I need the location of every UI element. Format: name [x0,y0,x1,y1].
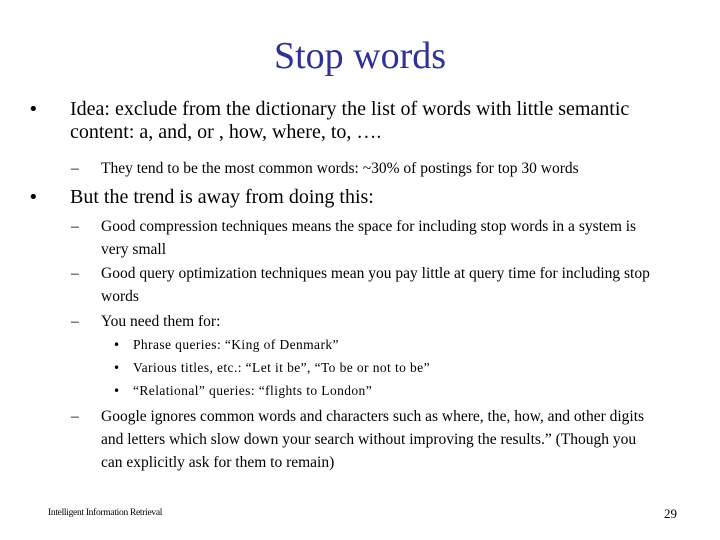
page-number: 29 [664,506,677,521]
dash-marker: – [71,408,79,425]
dash-marker: – [71,160,79,177]
dash-marker: – [71,265,79,282]
bullet-marker: • [28,187,39,208]
footer-course-title: Intelligent Information Retrieval [48,508,163,518]
slide-title: Stop words [273,35,447,77]
bullet-marker: • [28,99,39,120]
bullet-marker: • [113,384,121,398]
dash-marker: – [71,218,79,235]
sub-bullet-text: They tend to be the most common words: ~30% of postings for top 30 words [101,160,579,177]
sub-bullet-text: You need them for: [101,313,221,330]
bullet-text: But the trend is away from doing this: [70,186,374,208]
bullet-marker: • [113,361,121,375]
subsub-bullet-text: “Relational” queries: “flights to London” [133,383,373,398]
sub-bullet-text: Good query optimization techniques mean you pay little at query time for including stop words [101,265,650,305]
sub-bullet-text: Google ignores common words and characters such as where, the, how, and other digits and letters which slow down your search without improving the results.” (Though you can explicitly ask for them to remain) [101,408,645,471]
subsub-bullet-text: Various titles, etc.: “Let it be”, “To be or not to be” [133,360,430,375]
subsub-bullet-text: Phrase queries: “King of Denmark” [133,337,339,352]
dash-marker: – [71,313,79,330]
sub-bullet-text: Good compression techniques means the space for including stop words in a system is very small [101,218,637,258]
bullet-text: Idea: exclude from the dictionary the list of words with little semantic content: a, and, or , how, where, to, …. [70,98,630,143]
bullet-marker: • [113,338,121,352]
